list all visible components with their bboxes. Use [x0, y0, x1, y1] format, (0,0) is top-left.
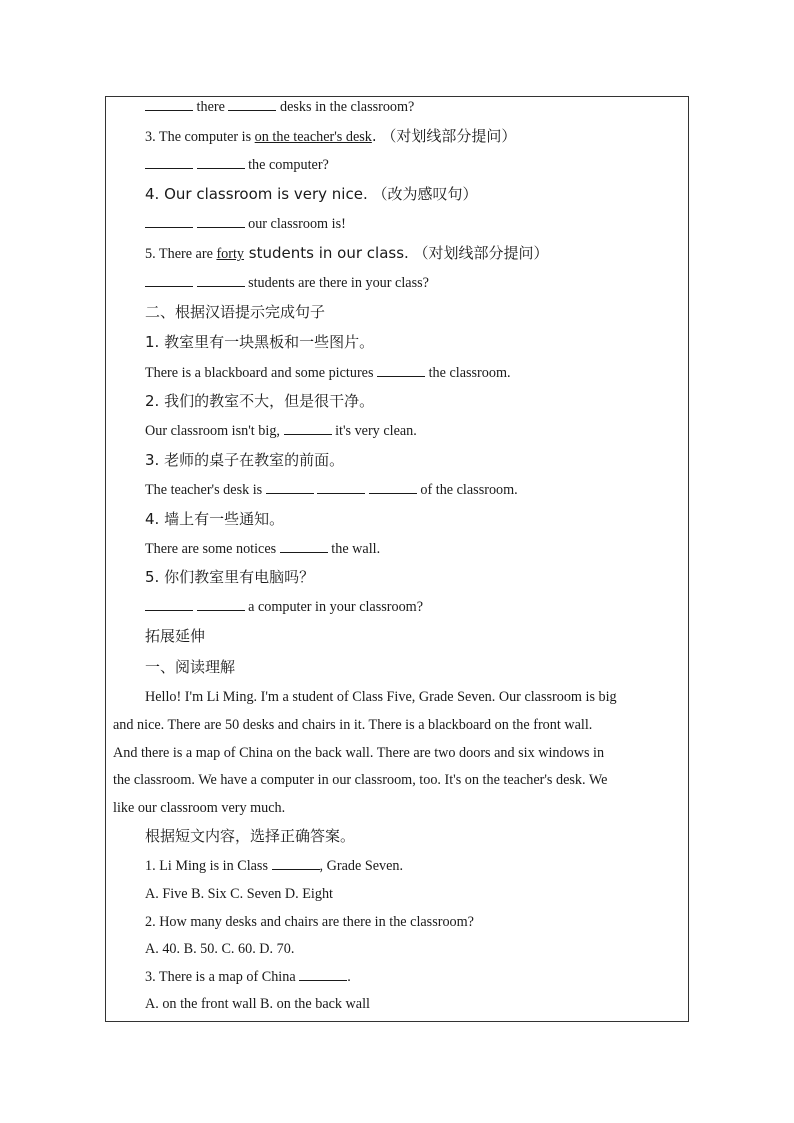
answer-blank[interactable]	[299, 967, 347, 981]
passage-line: And there is a map of China on the back wall. There are two doors and six windows in	[113, 745, 605, 761]
ex2-item4-en: There are some notices the wall.	[145, 541, 381, 557]
q5-underlined: forty	[216, 246, 245, 262]
answer-blank[interactable]	[197, 155, 245, 169]
passage-line: and nice. There are 50 desks and chairs in it. There is a blackboard on the front wall.	[113, 717, 593, 733]
ex2-item1-cn: 1. 教室里有一块黑板和一些图片。	[145, 333, 375, 351]
ex2-item2-en: Our classroom isn't big, it's very clean.	[145, 423, 417, 439]
reading-q3-options: A. on the front wall B. on the back wall	[145, 996, 370, 1012]
q3-line: 3. The computer is on the teacher's desk. （对划线部分提问）	[145, 127, 517, 145]
section-heading-reading: 一、阅读理解	[145, 658, 236, 676]
q4-answer-line: our classroom is!	[145, 214, 346, 234]
q3-underlined: on the teacher's desk	[254, 129, 372, 145]
reading-q3: 3. There is a map of China .	[145, 969, 351, 985]
answer-blank[interactable]	[145, 155, 193, 169]
answer-blank[interactable]	[284, 421, 332, 435]
reading-instruction: 根据短文内容，选择正确答案。	[145, 827, 356, 845]
section-heading-extension: 拓展延伸	[145, 627, 206, 645]
ex2-item2-cn: 2. 我们的教室不大，但是很干净。	[145, 392, 375, 410]
answer-blank[interactable]	[280, 539, 328, 553]
answer-blank[interactable]	[145, 273, 193, 287]
ex2-item5-en: a computer in your classroom?	[145, 597, 423, 617]
answer-blank[interactable]	[272, 856, 320, 870]
reading-q2-options: A. 40. B. 50. C. 60. D. 70.	[145, 941, 295, 957]
reading-q1-options: A. Five B. Six C. Seven D. Eight	[145, 886, 333, 902]
q2-answer-rest: desks in the classroom?	[280, 99, 415, 115]
answer-blank[interactable]	[369, 480, 417, 494]
ex2-item4-cn: 4. 墙上有一些通知。	[145, 510, 285, 528]
passage-line: Hello! I'm Li Ming. I'm a student of Class Five, Grade Seven. Our classroom is big	[145, 689, 617, 705]
answer-blank[interactable]	[266, 480, 314, 494]
answer-blank[interactable]	[228, 97, 276, 111]
reading-q2: 2. How many desks and chairs are there in the classroom?	[145, 914, 474, 930]
q2-answer-word: there	[196, 99, 225, 115]
q5-line: 5. There are forty students in our class. （对划线部分提问）	[145, 244, 549, 262]
ex2-item1-en: There is a blackboard and some pictures the classroom.	[145, 365, 511, 381]
answer-blank[interactable]	[145, 597, 193, 611]
ex2-item3-cn: 3. 老师的桌子在教室的前面。	[145, 451, 345, 469]
section-heading-exercise2: 二、根据汉语提示完成句子	[145, 303, 326, 321]
answer-blank[interactable]	[197, 597, 245, 611]
answer-blank[interactable]	[317, 480, 365, 494]
passage-line: like our classroom very much.	[113, 800, 286, 816]
answer-blank[interactable]	[197, 273, 245, 287]
answer-blank[interactable]	[145, 97, 193, 111]
answer-blank[interactable]	[145, 214, 193, 228]
q3-answer-line: the computer?	[145, 155, 329, 175]
q4-line: 4. Our classroom is very nice. （改为感叹句）	[145, 185, 478, 203]
passage-line: the classroom. We have a computer in our classroom, too. It's on the teacher's desk. We	[113, 772, 608, 788]
ex2-item5-cn: 5. 你们教室里有电脑吗？	[145, 568, 315, 586]
answer-blank[interactable]	[197, 214, 245, 228]
q2-answer-line	[145, 97, 414, 117]
q5-answer-line: students are there in your class?	[145, 273, 429, 293]
ex2-item3-en: The teacher's desk is of the classroom.	[145, 482, 518, 498]
reading-q1: 1. Li Ming is in Class , Grade Seven.	[145, 858, 404, 874]
answer-blank[interactable]	[377, 363, 425, 377]
